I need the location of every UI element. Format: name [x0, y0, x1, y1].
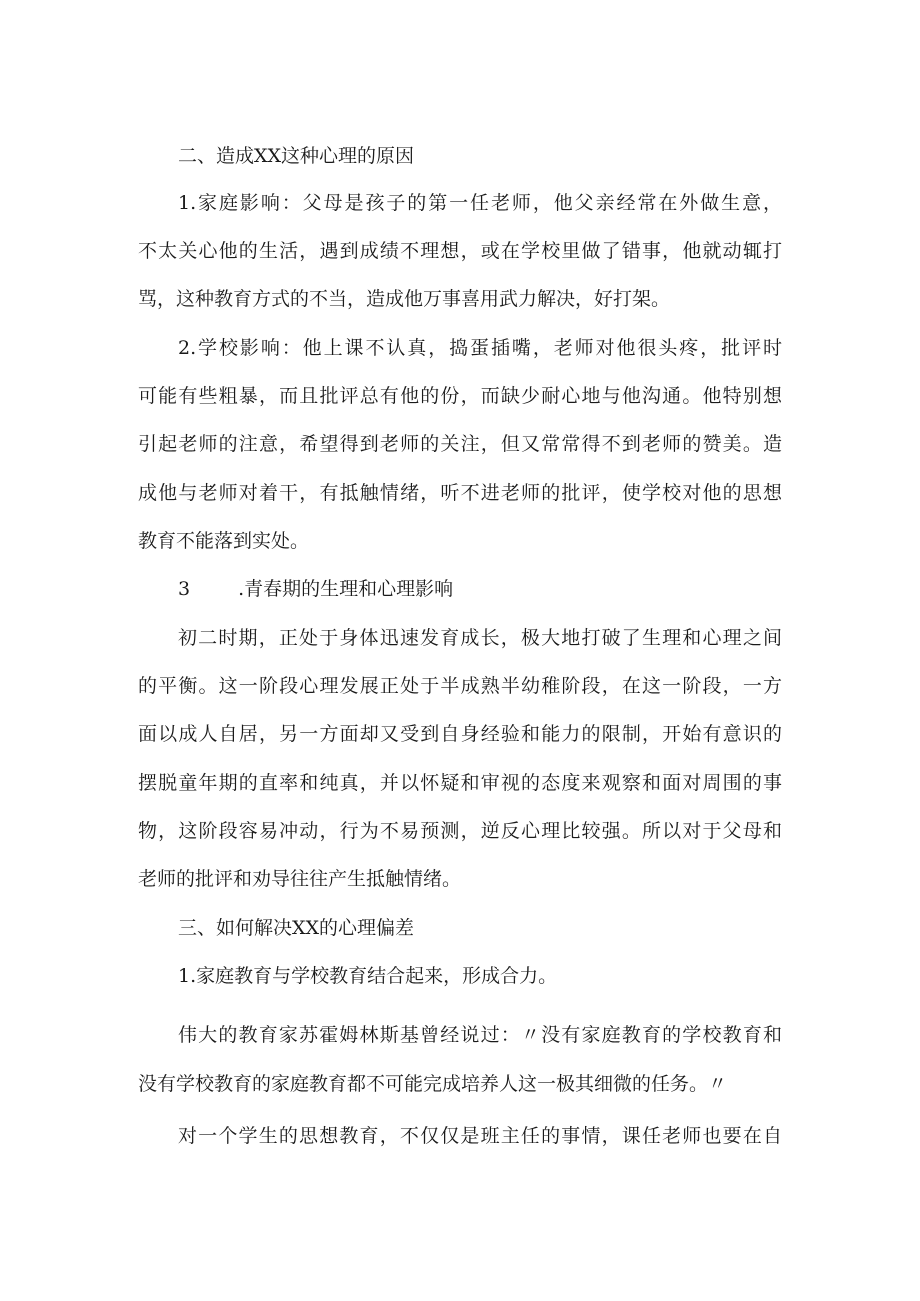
paragraph-line: 骂，这种教育方式的不当，造成他万事喜用武力解决，好打架。 — [138, 288, 671, 310]
list-item-heading: 1.家庭教育与学校教育结合起来，形成合力。 — [178, 965, 558, 987]
quote-line: 伟大的教育家苏霍姆林斯基曾经说过：〃没有家庭教育的学校教育和 — [178, 1024, 782, 1046]
paragraph-line: 成他与老师对着干，有抵触情绪，听不进老师的批评，使学校对他的思想 — [138, 482, 782, 504]
list-item-title: .青春期的生理和心理影响 — [238, 578, 454, 600]
section-heading-2: 二、造成XX这种心理的原因 — [178, 145, 415, 167]
paragraph-line: 的平衡。这一阶段心理发展正处于半成熟半幼稚阶段，在这一阶段，一方 — [138, 675, 782, 697]
section-heading-3: 三、如何解决XX的心理偏差 — [178, 917, 415, 939]
paragraph-line: 引起老师的注意，希望得到老师的关注，但又常常得不到老师的赞美。造 — [138, 433, 782, 455]
paragraph-line: 可能有些粗暴，而且批评总有他的份，而缺少耐心地与他沟通。他特别想 — [138, 385, 782, 407]
paragraph-line: 2.学校影响：他上课不认真，捣蛋插嘴，老师对他很头疼，批评时 — [178, 337, 782, 359]
paragraph-line: 摆脱童年期的直率和纯真，并以怀疑和审视的态度来观察和面对周围的事 — [138, 772, 782, 794]
paragraph-line: 老师的批评和劝导往往产生抵触情绪。 — [138, 868, 462, 890]
paragraph-line: 对一个学生的思想教育，不仅仅是班主任的事情，课任老师也要在自 — [178, 1125, 782, 1147]
list-number: 3 — [178, 578, 191, 600]
paragraph-line: 面以成人自居，另一方面却又受到自身经验和能力的限制，开始有意识的 — [138, 723, 782, 745]
list-item-3-heading — [178, 577, 822, 601]
quote-line: 没有学校教育的家庭教育都不可能完成培养人这一极其细微的任务。〃 — [138, 1073, 728, 1095]
paragraph-line: 教育不能落到实处。 — [138, 530, 310, 552]
paragraph-line: 物，这阶段容易冲动，行为不易预测，逆反心理比较强。所以对于父母和 — [138, 820, 782, 842]
paragraph-line: 初二时期，正处于身体迅速发育成长，极大地打破了生理和心理之间 — [178, 627, 782, 649]
paragraph-line: 1.家庭影响：父母是孩子的第一任老师，他父亲经常在外做生意， — [178, 192, 782, 214]
paragraph-line: 不太关心他的生活，遇到成绩不理想，或在学校里做了错事，他就动辄打 — [138, 240, 782, 262]
